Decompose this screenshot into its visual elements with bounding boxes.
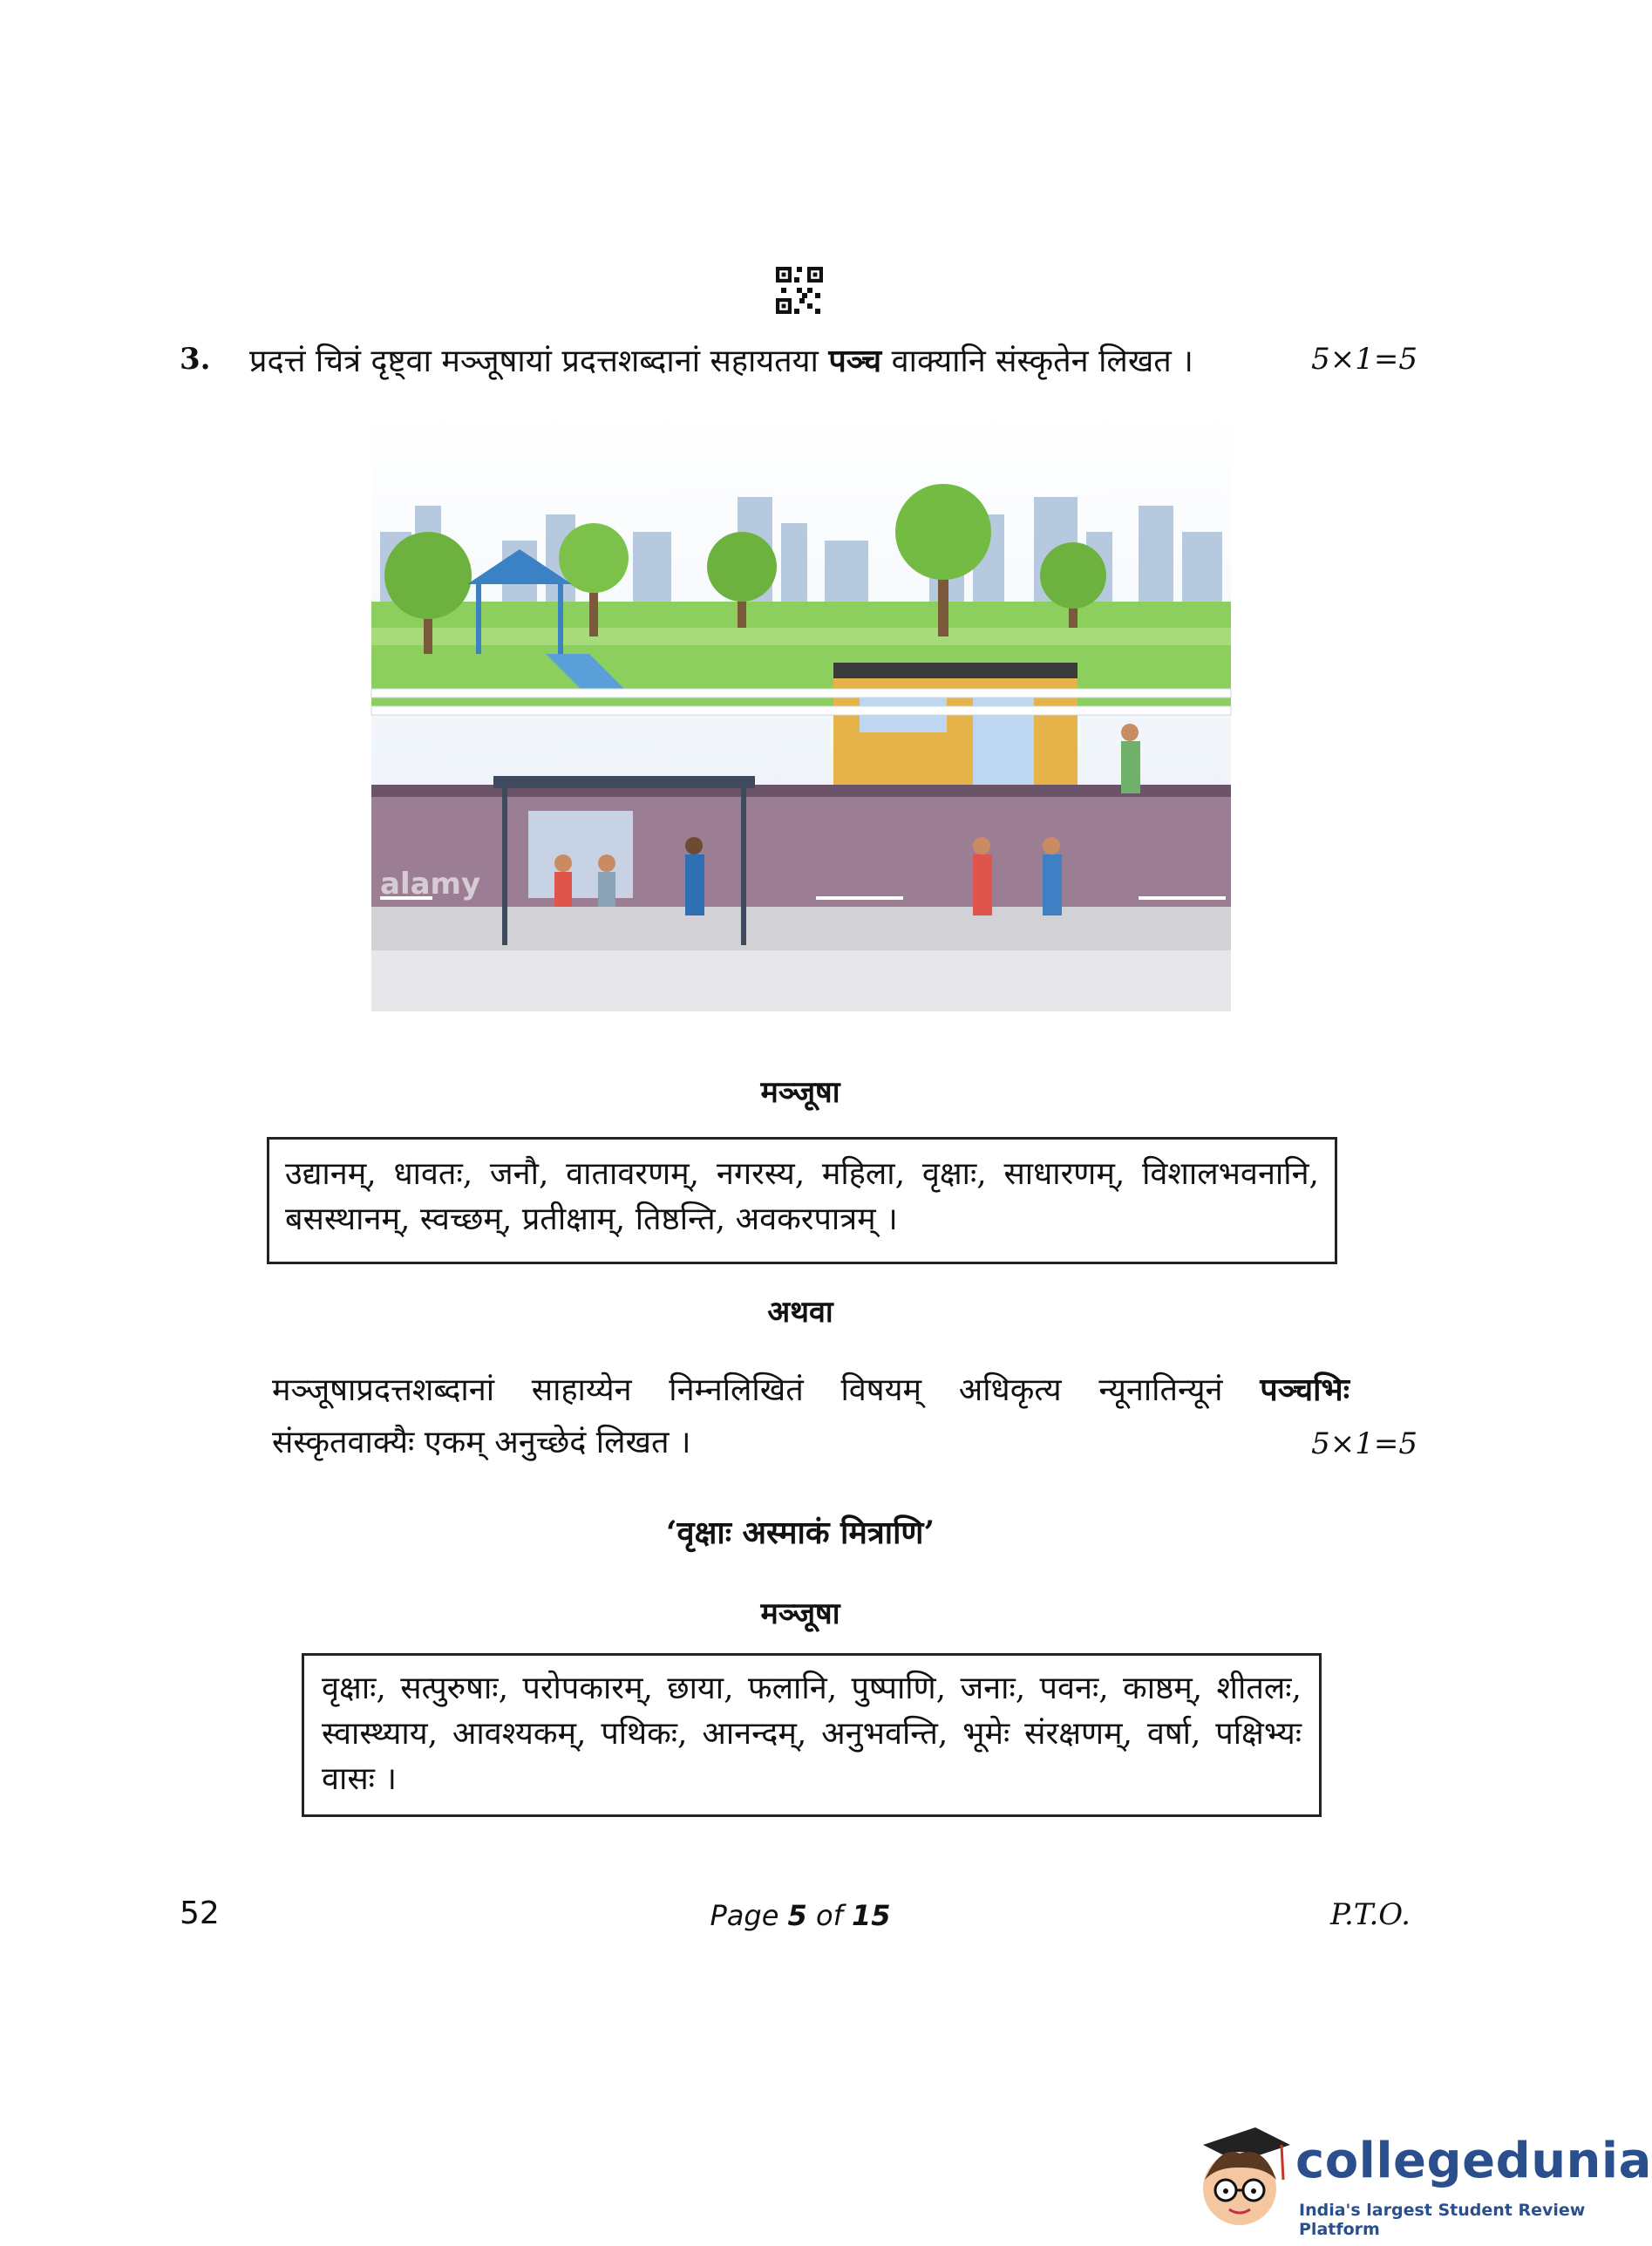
brand-tagline: India's largest Student Review Platform [1299, 2201, 1586, 2239]
park-bus-stop-illustration [371, 410, 1231, 1011]
box2-heading: मञ्जूषा [760, 1596, 840, 1631]
word-box-2 [302, 1653, 1322, 1817]
word-box-2-text: वृक्षाः, सत्पुरुषाः, परोपकारम्, छाया, फलानि, पुष्पाणि, जनाः, पवनः, काष्ठम्, शीतलः, स्वास्थ्याय, आवश्यकम्, पथिकः, आनन्दम्, अनुभवन्ति, भूमेः संरक्षणम्, वर्षा, पक्षिभ्यः वासः । [322, 1671, 1302, 1797]
paper-code: 52 [180, 1895, 220, 1931]
alt-marks: 5×1=5 [1311, 1426, 1417, 1461]
qr-code-icon [776, 267, 823, 314]
word-box-1-text: उद्यानम्, धावतः, जनौ, वातावरणम्, नगरस्य, महिला, वृक्षाः, साधारणम्, विशालभवनानि, बसस्थानम्, स्वच्छम्, प्रतीक्षाम्, तिष्ठन्ति, अवकरपात्रम् । [285, 1156, 1319, 1237]
alt-instruction-line1: मञ्जूषाप्रदत्तशब्दानां साहाय्येन निम्नलिखितं विषयम् अधिकृत्य न्यूनातिन्यूनं पञ्चभिः [272, 1371, 1349, 1408]
or-label: अथवा [767, 1295, 833, 1330]
question-text: प्रदत्तं चित्रं दृष्ट्वा मञ्जूषायां प्रदत्तशब्दानां सहायतया पञ्च वाक्यानि संस्कृतेन लिखत । [249, 343, 1193, 379]
pto-label: P.T.O. [1330, 1897, 1411, 1932]
box1-heading: मञ्जूषा [760, 1075, 840, 1110]
topic-title: ‘वृक्षाः अस्माकं मित्राणि’ [666, 1514, 935, 1551]
alt-instruction-line2: संस्कृतवाक्यैः एकम् अनुच्छेदं लिखत । [272, 1425, 691, 1460]
question-marks: 5×1=5 [1311, 342, 1417, 377]
page-indicator: Page 5 of 15 [710, 1899, 891, 1932]
mascot-logo-icon [1186, 2119, 1299, 2241]
brand-name: collegedunia [1295, 2133, 1652, 2189]
question-number: 3. [180, 342, 211, 377]
watermark-text: alamy [380, 867, 481, 902]
word-box-1 [267, 1137, 1337, 1264]
